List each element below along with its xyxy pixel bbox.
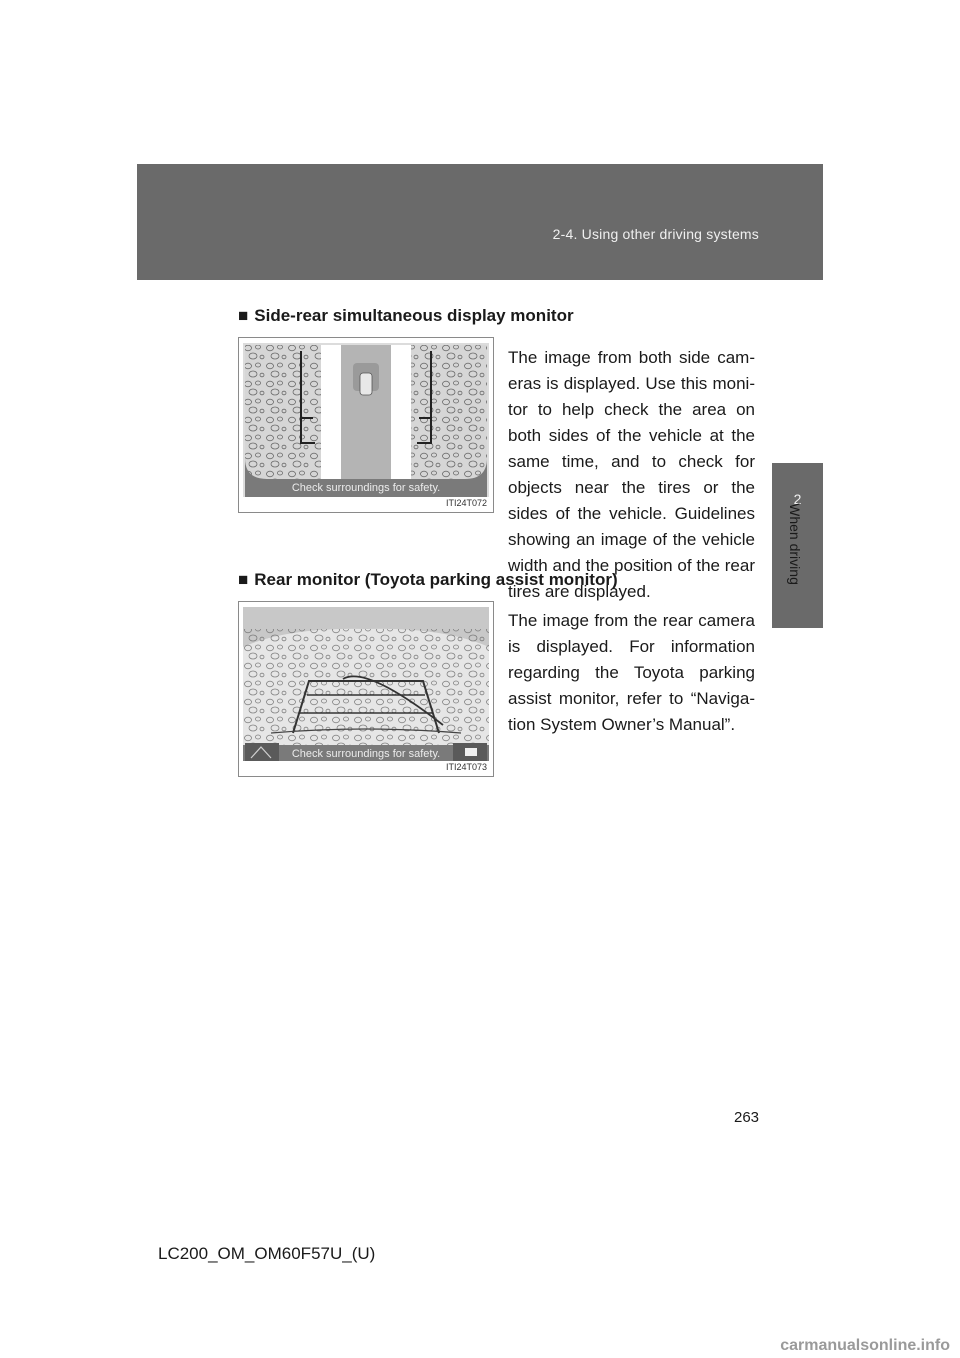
heading-text: Rear monitor (Toyota parking assist monitor) xyxy=(254,570,618,589)
heading-text: Side-rear simultaneous display monitor xyxy=(254,306,574,325)
watermark: carmanualsonline.info xyxy=(780,1337,950,1354)
section-heading-rear-monitor xyxy=(238,570,618,590)
banner-text: Check surroundings for safety. xyxy=(291,748,441,760)
page-number: 263 xyxy=(734,1109,760,1126)
side-rear-monitor-illustration xyxy=(243,343,489,497)
chapter-label: When driving xyxy=(787,503,803,585)
section-title: 2-4. Using other driving systems xyxy=(552,226,759,242)
banner-text: Check surroundings for safety. xyxy=(291,482,441,494)
figure-code: ITI24T073 xyxy=(445,762,487,772)
header-band xyxy=(137,164,823,280)
section-heading-side-rear xyxy=(238,306,574,326)
section-description: The image from both side cameras is displayed. Use this monitor to help check the area on both sides of the vehicle at the same time, and to check for objects near the tires or the sides of the vehicle. Guidelines showing an image of the vehicle width and the position of the rear tires are displayed. xyxy=(508,348,755,601)
document-code: LC200_OM_OM60F57U_(U) xyxy=(158,1244,376,1263)
rear-monitor-illustration xyxy=(243,607,489,761)
figure-code: ITI24T072 xyxy=(445,498,487,508)
chapter-number: 2 xyxy=(793,491,802,507)
heading-marker: ■ xyxy=(238,306,249,325)
figure-rear-monitor xyxy=(238,601,494,777)
section-description: The image from the rear camera is displayed. For information regarding the Toyota parking assist monitor, refer to “Navigation System Owner’s Manual”. xyxy=(508,611,755,734)
figure-side-rear-monitor xyxy=(238,337,494,513)
heading-marker: ■ xyxy=(238,570,249,589)
